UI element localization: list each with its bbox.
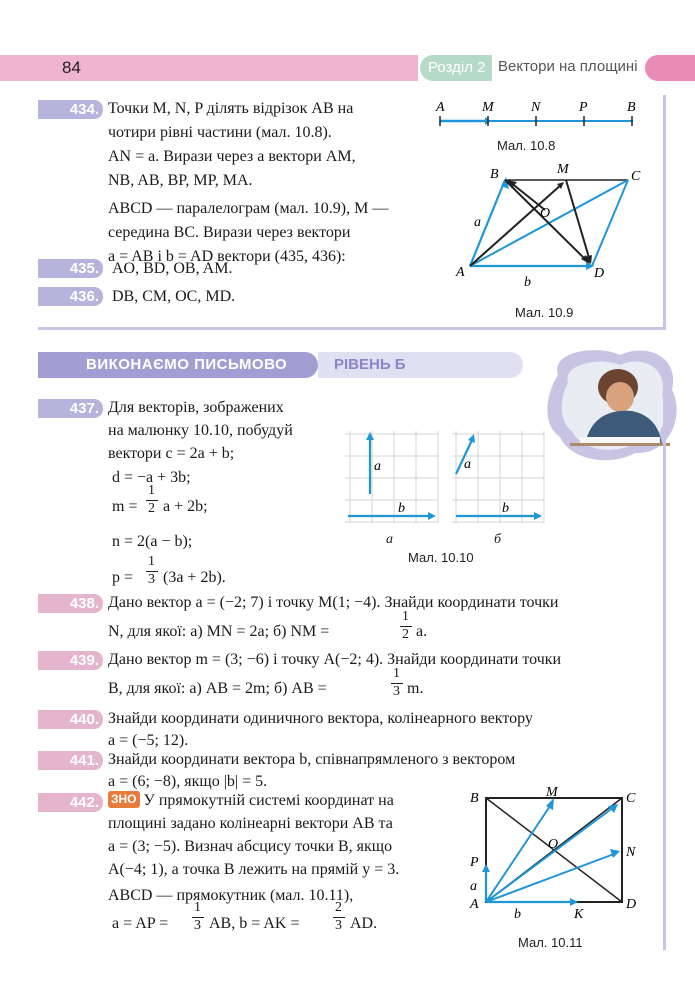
p437-line-5a: m =	[112, 498, 138, 515]
fig1011-label-M: M	[546, 785, 558, 800]
p439-frac-num: 1	[393, 666, 400, 681]
fig1010-caption: Мал. 10.10	[408, 550, 474, 565]
p438-line-2a: N, для якої: а) MN = 2a; б) NM =	[108, 623, 330, 640]
fig1010-sub-a: а	[386, 532, 393, 547]
p435-text: AO, BD, OB, AM.	[112, 260, 233, 277]
fig1011-label-A: A	[470, 897, 479, 912]
section-chip: Розділ 2	[420, 55, 492, 81]
fig108-caption: Мал. 10.8	[497, 138, 556, 153]
p442-line-6b: AB, b = AK =	[209, 915, 300, 932]
p442-f2-den: 3	[335, 918, 342, 933]
p437-line-4: d = −a + 3b;	[112, 469, 191, 486]
p437-line-3: вектори c = 2a + b;	[108, 445, 235, 462]
p442-line-1	[108, 789, 394, 813]
fig109-label-O: O	[540, 206, 551, 221]
p434-line-4: NB, AB, BP, MP, MA.	[108, 172, 253, 189]
fig1011-label-B: B	[470, 791, 479, 806]
p440-line-2: a = (−5; 12).	[108, 732, 189, 749]
fig109-label-B: B	[490, 167, 499, 182]
fig1010-b-left: b	[398, 501, 405, 516]
fig1011-label-b: b	[514, 907, 521, 922]
problem-number-436: 436.	[38, 287, 103, 306]
p437-frac-half-den: 2	[148, 501, 155, 516]
p437-line-2: на малюнку 10.10, побудуй	[108, 422, 293, 439]
fig109-label-M: M	[557, 162, 569, 177]
problem-number-434: 434.	[38, 100, 103, 119]
fig1011-caption: Мал. 10.11	[518, 935, 583, 950]
p442-line-6a: a = AP =	[112, 915, 169, 932]
problem-number-438: 438.	[38, 594, 103, 613]
p442-f1-den: 3	[194, 918, 201, 933]
p442-line-4: A(−4; 1), а точка B лежить на прямій y = 3.	[108, 861, 400, 878]
p442-line-6c: AD.	[350, 915, 378, 932]
fig108-label-M: M	[482, 100, 494, 115]
section-banner-written: ВИКОНАЄМО ПИСЬМОВО	[38, 352, 318, 378]
fig1010-a-right: a	[464, 457, 471, 472]
p434-line-3: AN = a. Вирази через a вектори AM,	[108, 148, 356, 165]
section-frame-right-lower	[663, 380, 666, 950]
figure-10-10	[340, 428, 550, 528]
fig1010-sub-b: б	[494, 532, 502, 547]
p434-line-7: a = AB і b = AD вектори (435, 436):	[108, 248, 346, 265]
problem-number-441: 441.	[38, 751, 103, 770]
p442-f2-num: 2	[335, 900, 342, 915]
p439-line-2b: m.	[407, 680, 424, 697]
fig1011-label-O: O	[548, 837, 559, 852]
figure-10-11	[462, 784, 652, 924]
p437-frac-third-den: 3	[148, 572, 155, 587]
p442-line-2: площині задано колінеарні вектори AB та	[108, 815, 393, 832]
p437-line-5b: a + 2b;	[163, 498, 208, 515]
fig109-label-a: a	[474, 215, 481, 230]
p434-line-6: середина BC. Вирази через вектори	[108, 224, 351, 241]
p442-f1-num: 1	[194, 900, 201, 915]
fig109-label-b: b	[524, 275, 531, 290]
problem-number-442: 442.	[38, 793, 103, 812]
p439-frac-den: 3	[393, 684, 400, 699]
p438-line-2b: a.	[416, 623, 428, 640]
p437-frac-half-num: 1	[148, 483, 155, 498]
fig109-label-C: C	[631, 169, 641, 184]
problem-number-435: 435.	[38, 259, 103, 278]
p439-line-2a: B, для якої: а) AB = 2m; б) AB =	[108, 680, 327, 697]
fig109-label-D: D	[594, 266, 605, 281]
p437-line-6: n = 2(a − b);	[112, 533, 193, 550]
p437-line-7b: (3a + 2b).	[163, 569, 226, 586]
fig109-label-A: A	[456, 265, 465, 280]
p442-line-5: ABCD — прямокутник (мал. 10.11),	[108, 887, 354, 904]
fig1010-b-right: b	[502, 501, 509, 516]
p442-line-3: a = (3; −5). Визнач абсцису точки B, якщо	[108, 838, 393, 855]
p437-frac-third-num: 1	[148, 554, 155, 569]
problem-number-440: 440.	[38, 710, 103, 729]
section-banner-level: РІВЕНЬ Б	[318, 352, 523, 378]
p442-line-1-text: У прямокутній системі координат на	[143, 792, 394, 809]
p434-line-5: ABCD — паралелограм (мал. 10.9), M —	[108, 200, 389, 217]
p441-line-1: Знайди координати вектора b, співнапрямленого з вектором	[108, 751, 516, 768]
p434-line-1: Точки M, N, P ділять відрізок AB на	[108, 100, 354, 117]
fig1011-label-N: N	[626, 845, 636, 860]
fig108-label-N: N	[531, 100, 541, 115]
p438-line-1: Дано вектор a = (−2; 7) і точку M(1; −4). Знайди координати точки	[108, 594, 559, 611]
fig1010-a-left: a	[374, 459, 381, 474]
problem-number-439: 439.	[38, 651, 103, 670]
p438-frac-den: 2	[402, 627, 409, 642]
student-photo	[540, 345, 680, 465]
section-title: Вектори на площині	[498, 58, 638, 75]
p434-line-2: чотири рівні частини (мал. 10.8).	[108, 124, 332, 141]
zno-badge: ЗНО	[108, 791, 140, 808]
fig109-caption: Мал. 10.9	[515, 305, 574, 320]
fig1011-label-P: P	[470, 855, 479, 870]
figure-10-8	[430, 95, 645, 135]
p438-frac-num: 1	[402, 609, 409, 624]
p437-line-7a: p =	[112, 569, 134, 586]
p437-line-1: Для векторів, зображених	[108, 399, 284, 416]
p441-line-2: a = (6; −8), якщо |b| = 5.	[108, 773, 268, 790]
fig108-label-P: P	[579, 100, 588, 115]
fig1011-label-D: D	[626, 897, 637, 912]
p436-text: DB, CM, OC, MD.	[112, 288, 236, 305]
fig108-label-B: B	[627, 100, 636, 115]
section-frame-right	[663, 95, 666, 330]
p439-line-1: Дано вектор m = (3; −6) і точку A(−2; 4). Знайди координати точки	[108, 651, 562, 668]
section-frame-bottom	[38, 327, 666, 330]
fig1011-label-C: C	[626, 791, 636, 806]
p440-line-1: Знайди координати одиничного вектора, колінеарного вектору	[108, 710, 533, 727]
header-tab	[645, 55, 695, 81]
fig1011-label-a: a	[470, 879, 477, 894]
problem-number-437: 437.	[38, 399, 103, 418]
page-number: 84	[62, 58, 81, 77]
figure-10-9	[450, 158, 650, 293]
fig1011-label-K: K	[574, 907, 584, 922]
fig108-label-A: A	[436, 100, 445, 115]
